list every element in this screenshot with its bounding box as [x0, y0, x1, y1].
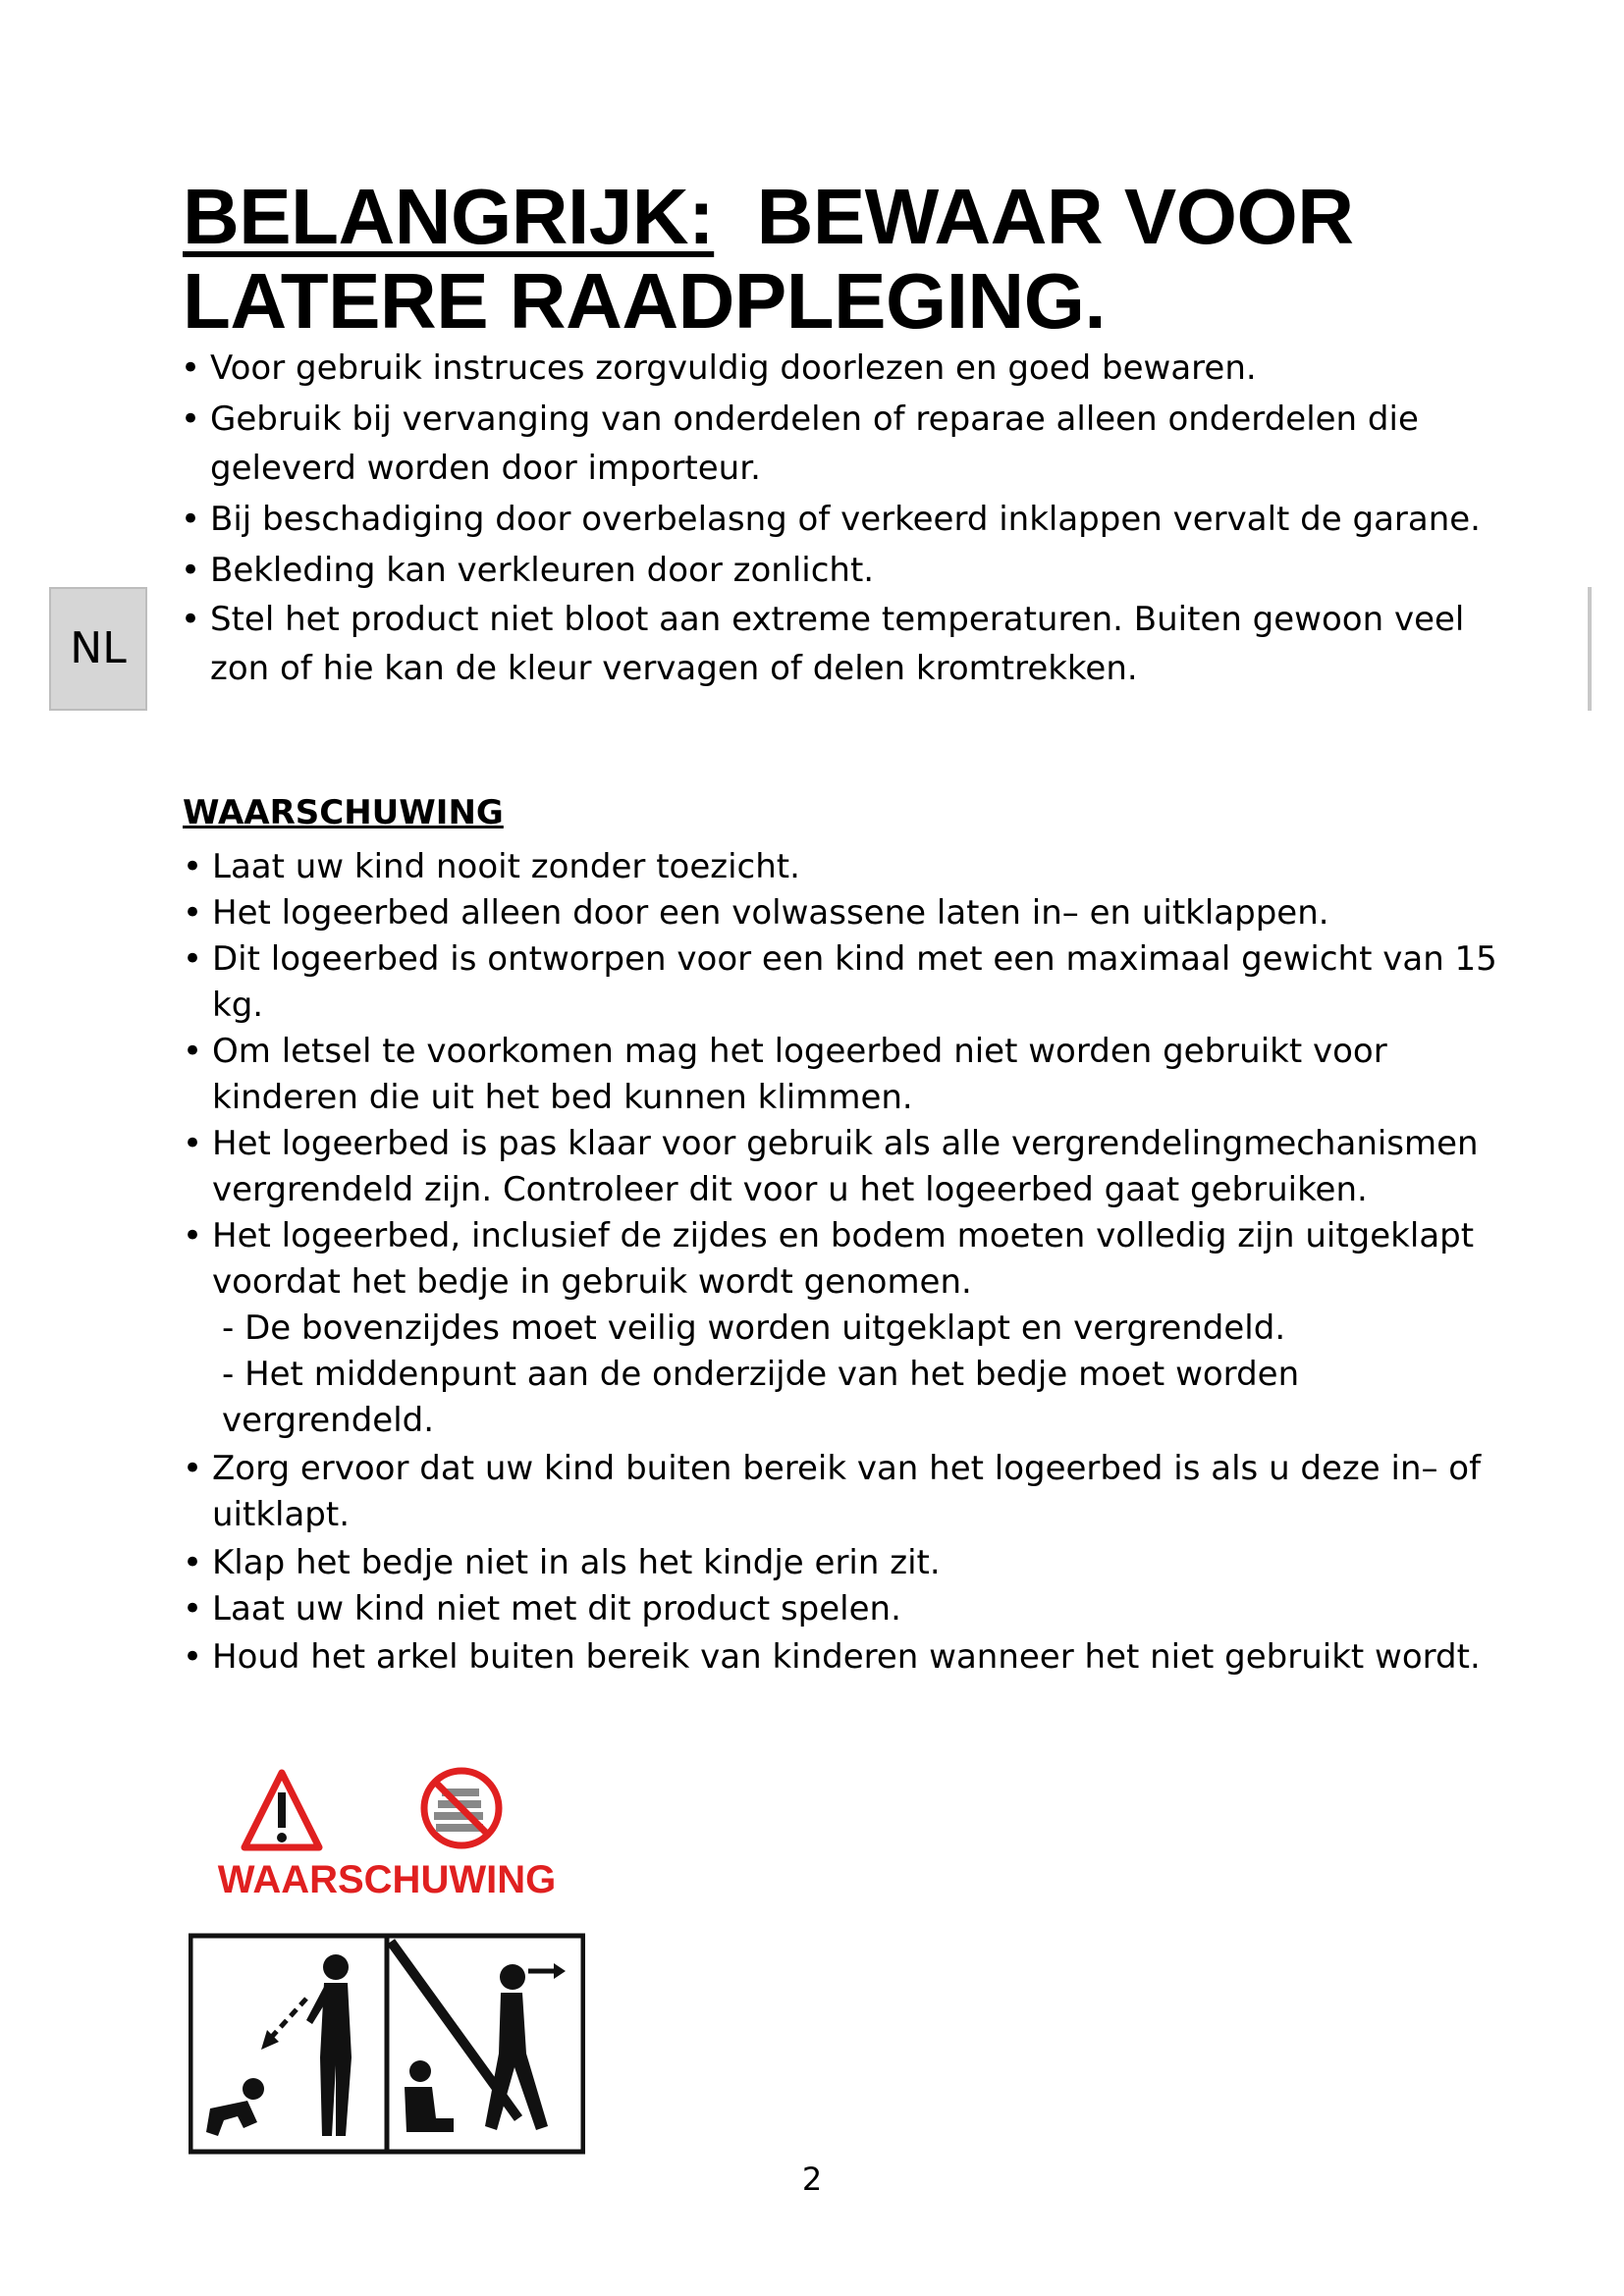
page-number: 2 — [801, 2161, 823, 2198]
page-edge-marker — [1588, 587, 1592, 711]
list-item: • Om letsel te voorkomen mag het logeerbed niet worden gebruikt voor kinderen die uit het bed kunnen klimmen. — [183, 1029, 1498, 1121]
list-item: • Laat uw kind niet met dit product spelen. — [183, 1586, 1498, 1632]
graphic-label: WAARSCHUWING — [217, 1858, 557, 1901]
list-item: • Zorg ervoor dat uw kind buiten bereik van het logeerbed is als u deze in– of uitklapt. — [183, 1446, 1498, 1538]
list-item — [183, 1121, 1498, 1213]
list-item: • Het logeerbed alleen door een volwassene laten in– en uitklappen. — [183, 890, 1498, 936]
list-item: • Houd het arkel buiten bereik van kinderen wanneer het niet gebruikt wordt. — [183, 1634, 1498, 1681]
sub-item: - De bovenzijdes moet veilig worden uitgeklapt en vergrendeld. — [222, 1308, 1286, 1348]
list-item: • Bij beschadiging door overbelasng of verkeerd inklappen vervalt de garane. — [181, 495, 1496, 544]
list-item: • Voor gebruik instruces zorgvuldig doorlezen en goed bewaren. — [181, 344, 1496, 393]
page-title — [183, 175, 1354, 344]
list-item: • Klap het bedje niet in als het kindje erin zit. — [183, 1540, 1498, 1586]
child-behind-folding-bed-icon — [391, 1942, 566, 2132]
list-item: • Bekleding kan verkleuren door zonlicht. — [181, 546, 1496, 595]
important-list — [181, 344, 1496, 693]
warning-list — [183, 844, 1498, 1681]
language-tab: NL — [49, 587, 147, 711]
warning-heading: WAARSCHUWING — [183, 793, 504, 832]
title-line2: LATERE RAADPLEGING. — [183, 257, 1107, 345]
warning-triangle-icon — [244, 1773, 319, 1847]
list-item: • Gebruik bij vervanging van onderdelen of reparae alleen onderdelen die geleverd worden door importeur. — [181, 395, 1496, 493]
list-item — [183, 1213, 1498, 1444]
list-item-text: Het logeerbed is pas klaar voor gebruik als alle vergrendelingmechanismen vergrendeld zijn. Controleer dit voor u het logeerbed gaat gebruiken. — [212, 1124, 1479, 1209]
title-line1-rest: BEWAAR VOOR — [756, 173, 1354, 260]
list-item: • Dit logeerbed is ontworpen voor een kind met een maximaal gewicht van 15 kg. — [183, 936, 1498, 1029]
list-item-text: Het logeerbed, inclusief de zijdes en bodem moeten volledig zijn uitgeklapt voordat het bedje in gebruik wordt genomen. — [212, 1216, 1475, 1302]
sub-item: - Het middenpunt aan de onderzijde van het bedje moet worden vergrendeld. — [222, 1355, 1300, 1440]
no-stacking-icon — [424, 1771, 499, 1845]
warning-pictogram — [189, 1763, 585, 2156]
list-item: • Laat uw kind nooit zonder toezicht. — [183, 844, 1498, 890]
list-item: • Stel het product niet bloot aan extreme temperaturen. Buiten gewoon veel zon of hie kan de kleur vervagen of delen kromtrekken. — [181, 595, 1496, 693]
adult-supervising-child-icon — [206, 1954, 352, 2136]
title-underlined: BELANGRIJK: — [183, 173, 715, 260]
